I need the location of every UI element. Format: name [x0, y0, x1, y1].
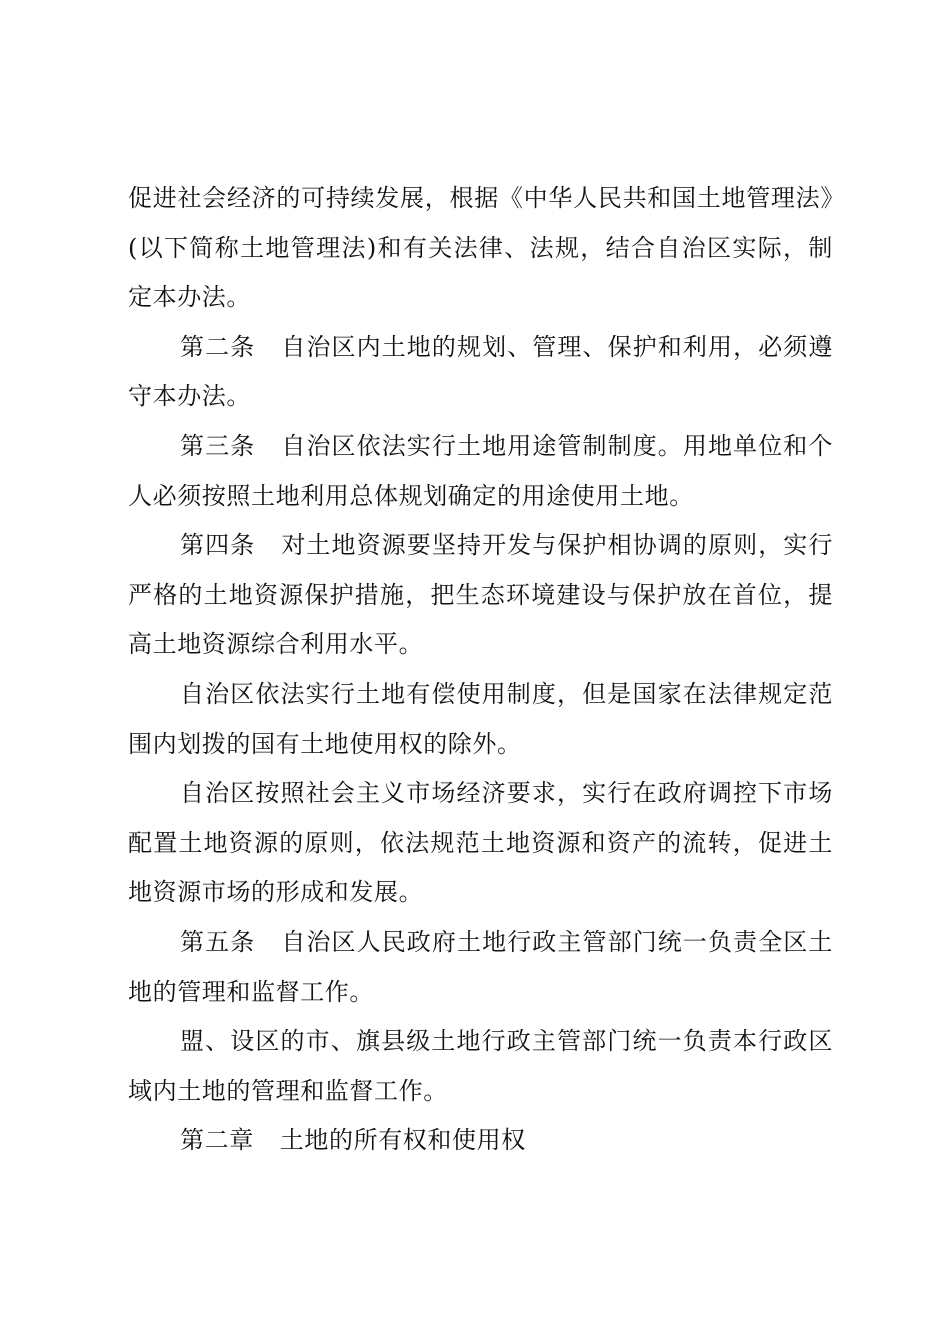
- chapter-number: 第二章: [180, 1126, 254, 1155]
- article-number: 第五条: [180, 927, 256, 956]
- article-number: 第二条: [180, 332, 256, 361]
- article-5-paragraph-2: [128, 1017, 833, 1116]
- chapter-heading: [128, 1116, 833, 1166]
- article-number: 第三条: [180, 431, 256, 460]
- paragraph-text: 盟、设区的市、旗县级土地行政主管部门统一负责本行政区域内土地的管理和监督工作。: [128, 1027, 833, 1105]
- document-body: [128, 174, 833, 1166]
- article-3: [128, 422, 833, 521]
- paragraph-text: 自治区按照社会主义市场经济要求，实行在政府调控下市场配置土地资源的原则，依法规范土地资源和资产的流转，促进土地资源市场的形成和发展。: [128, 779, 833, 907]
- paragraph-text: 自治区内土地的规划、管理、保护和利用，必须遵守本办法。: [128, 332, 833, 411]
- article-4: [128, 521, 833, 670]
- article-4-paragraph-2: [128, 670, 833, 769]
- article-4-paragraph-3: [128, 769, 833, 918]
- paragraph-preamble: [128, 174, 833, 323]
- article-2: [128, 323, 833, 422]
- paragraph-text: 对土地资源要坚持开发与保护相协调的原则，实行严格的土地资源保护措施，把生态环境建设与保护放在首位，提高土地资源综合利用水平。: [128, 531, 833, 659]
- article-5: [128, 918, 833, 1017]
- paragraph-text: 自治区依法实行土地有偿使用制度，但是国家在法律规定范围内划拨的国有土地使用权的除外。: [128, 679, 833, 758]
- article-number: 第四条: [180, 531, 256, 560]
- paragraph-text: 自治区依法实行土地用途管制制度。用地单位和个人必须按照土地利用总体规划确定的用途使用土地。: [128, 431, 833, 510]
- paragraph-text: 自治区人民政府土地行政主管部门统一负责全区土地的管理和监督工作。: [128, 927, 833, 1006]
- chapter-title: 土地的所有权和使用权: [279, 1126, 526, 1155]
- paragraph-text: 促进社会经济的可持续发展，根据《中华人民共和国土地管理法》(以下简称土地管理法)和有关法律、法规，结合自治区实际，制定本办法。: [128, 184, 833, 312]
